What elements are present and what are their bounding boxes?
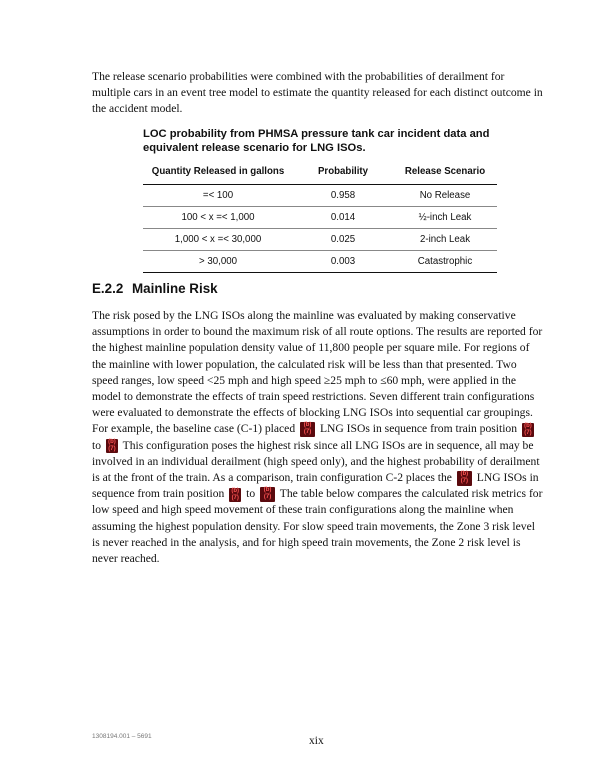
redaction-box: (b) (7) xyxy=(229,488,241,502)
redaction-box: (b) (7) xyxy=(522,423,534,437)
table-row xyxy=(143,185,497,207)
column-header: Probability xyxy=(293,158,393,185)
table-cell: 0.014 xyxy=(293,207,393,229)
table-cell: 0.958 xyxy=(293,185,393,207)
table-cell: 0.025 xyxy=(293,229,393,251)
page-number: xix xyxy=(309,735,324,747)
section-title: Mainline Risk xyxy=(132,281,218,296)
table-cell: > 30,000 xyxy=(143,251,293,273)
body-text: to xyxy=(92,438,102,452)
loc-probability-table xyxy=(143,158,497,273)
body-text: This configuration poses the highest risk since all LNG ISOs are in sequence, all may be involved in an individual derailment (high speed only), and the highest probability of derailment is at the front of the train. As a comparison, train configuration C-2 places the xyxy=(92,438,540,485)
redaction-box: (b) (7) xyxy=(300,422,315,437)
table-header-row xyxy=(143,158,497,185)
table-caption: LOC probability from PHMSA pressure tank car incident data and equivalent release scenario for LNG ISOs. xyxy=(143,128,490,154)
body-text: The risk posed by the LNG ISOs along the mainline was evaluated by making conservative assumptions in order to bound the maximum risk of all route options. The results are reported for the highest mainline population density value of 11,800 people per square mile. For regions of the mainline with lower population, the calculated risk will be less than that presented. Two speed ranges, low speed <25 mph and high speed ≥25 mph to ≤60 mph, were applied in the model to demonstrate the effects of train speed restrictions. Seven different train configurations were evaluated to demonstrate the effects of blocking LNG ISOs into sequential car groupings. For example, the baseline case (C-1) placed xyxy=(92,309,543,436)
table-cell: ½-inch Leak xyxy=(393,207,497,229)
redaction-box: (b) (7) xyxy=(106,439,118,453)
body-text: The table below compares the calculated risk metrics for low speed and high speed movement of these train configurations along the mainline when assuming the highest population density. For slow speed train movements, the Zone 3 risk level is never reached in the analysis, and for high speed train movements, the Zone 2 risk level is never reached. xyxy=(92,487,543,566)
section-number: E.2.2 xyxy=(92,281,124,296)
column-header: Quantity Released in gallons xyxy=(143,158,293,185)
table-row xyxy=(143,229,497,251)
table-cell: Catastrophic xyxy=(393,251,497,273)
table-cell: 1,000 < x =< 30,000 xyxy=(143,229,293,251)
body-text: LNG ISOs in sequence from train position xyxy=(319,422,518,436)
body-text: to xyxy=(246,487,256,501)
body-text: LNG ISOs in sequence from train position xyxy=(92,471,539,501)
table-cell: 0.003 xyxy=(293,251,393,273)
table-cell: =< 100 xyxy=(143,185,293,207)
document-code: 1308194.001 – 5691 xyxy=(92,733,152,740)
body-paragraph xyxy=(92,308,544,567)
table-row xyxy=(143,251,497,273)
table-cell: No Release xyxy=(393,185,497,207)
redaction-box: (b) (7) xyxy=(260,487,275,502)
column-header: Release Scenario xyxy=(393,158,497,185)
table-row xyxy=(143,207,497,229)
redaction-box: (b) (7) xyxy=(457,471,472,486)
intro-paragraph: The release scenario probabilities were combined with the probabilities of derailment for multiple cars in an event tree model to estimate the quantity released for each distinct outcome in the accident model. xyxy=(92,70,543,116)
section-heading xyxy=(92,281,218,296)
table-cell: 100 < x =< 1,000 xyxy=(143,207,293,229)
table-cell: 2-inch Leak xyxy=(393,229,497,251)
